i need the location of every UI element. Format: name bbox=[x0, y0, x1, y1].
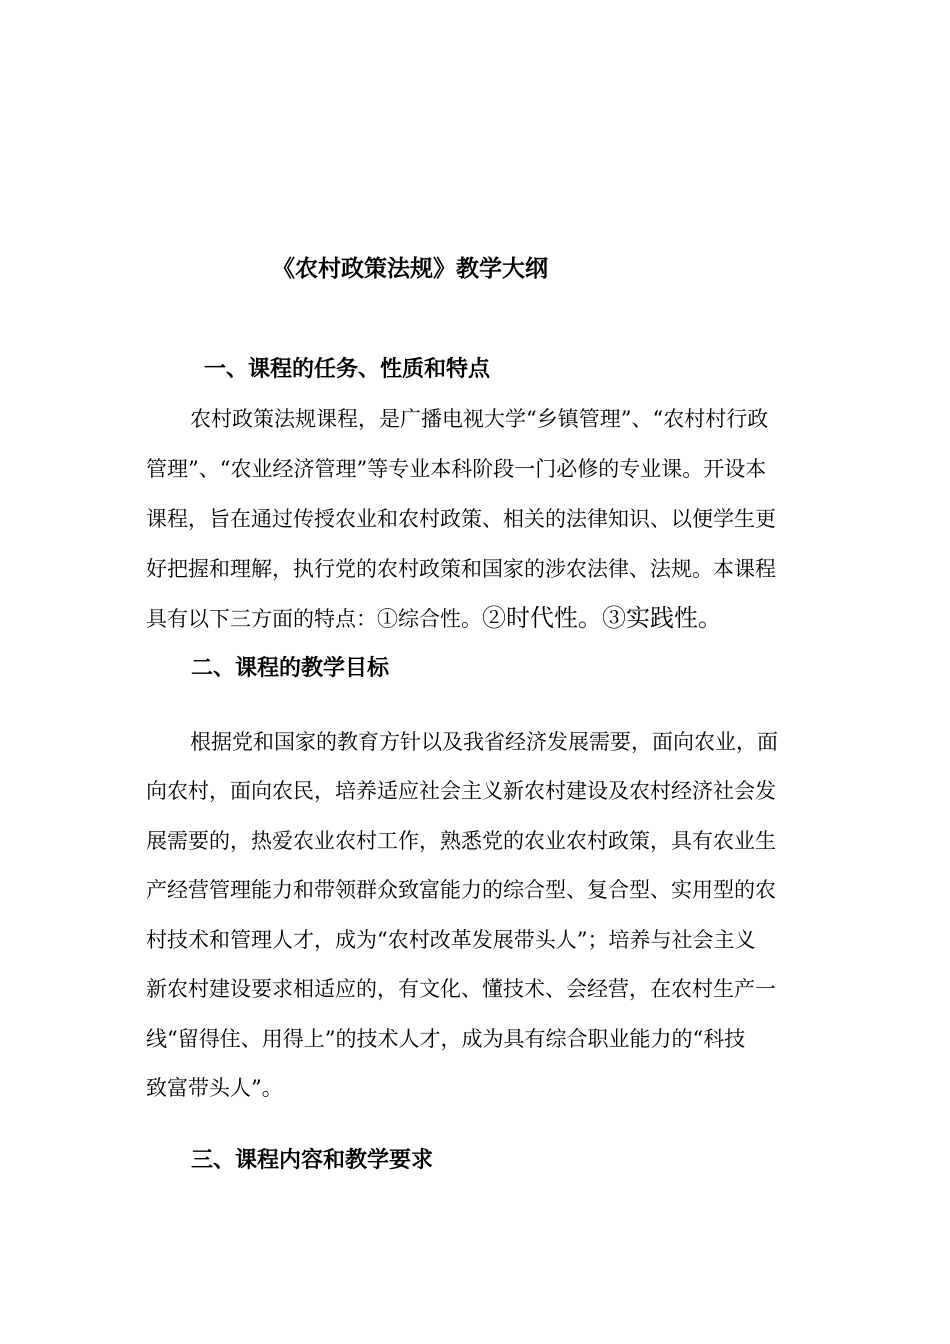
paragraph-line: 课程，旨在通过传授农业和农村政策、相关的法律知识、以便学生更 bbox=[146, 507, 776, 531]
paragraph-line: 线“留得住、用得上”的技术人才，成为具有综合职业能力的“科技 bbox=[146, 1027, 746, 1051]
paragraph-line: 村技术和管理人才，成为“农村改革发展带头人”；培养与社会主义 bbox=[146, 928, 756, 952]
features-marks: ②时代性。③实践性。 bbox=[482, 604, 722, 632]
document-title: 《农村政策法规》教学大纲 bbox=[272, 255, 548, 282]
paragraph-line: 根据党和国家的教育方针以及我省经济发展需要，面向农业，面 bbox=[190, 730, 778, 754]
paragraph-line: 好把握和理解，执行党的农村政策和国家的涉农法律、法规。本课程 bbox=[146, 557, 776, 581]
section-heading-2: 二、课程的教学目标 bbox=[191, 655, 390, 681]
paragraph-line-features bbox=[146, 603, 722, 634]
section-heading-3: 三、课程内容和教学要求 bbox=[191, 1147, 434, 1173]
section-heading-1: 一、课程的任务、性质和特点 bbox=[204, 356, 491, 382]
paragraph-line: 管理”、“农业经济管理”等专业本科阶段一门必修的专业课。开设本 bbox=[146, 457, 767, 481]
paragraph-line: 展需要的，热爱农业农村工作，熟悉党的农业农村政策，具有农业生 bbox=[146, 829, 776, 853]
paragraph-line: 致富带头人”。 bbox=[146, 1076, 283, 1100]
features-lead: 具有以下三方面的特点：①综合性。 bbox=[146, 607, 482, 631]
paragraph-line: 新农村建设要求相适应的，有文化、懂技术、会经营，在农村生产一 bbox=[146, 977, 776, 1001]
paragraph-line: 农村政策法规课程，是广播电视大学“乡镇管理”、“农村村行政 bbox=[190, 407, 769, 431]
paragraph-line: 向农村，面向农民，培养适应社会主义新农村建设及农村经济社会发 bbox=[146, 779, 776, 803]
paragraph-line: 产经营管理能力和带领群众致富能力的综合型、复合型、实用型的农 bbox=[146, 878, 776, 902]
